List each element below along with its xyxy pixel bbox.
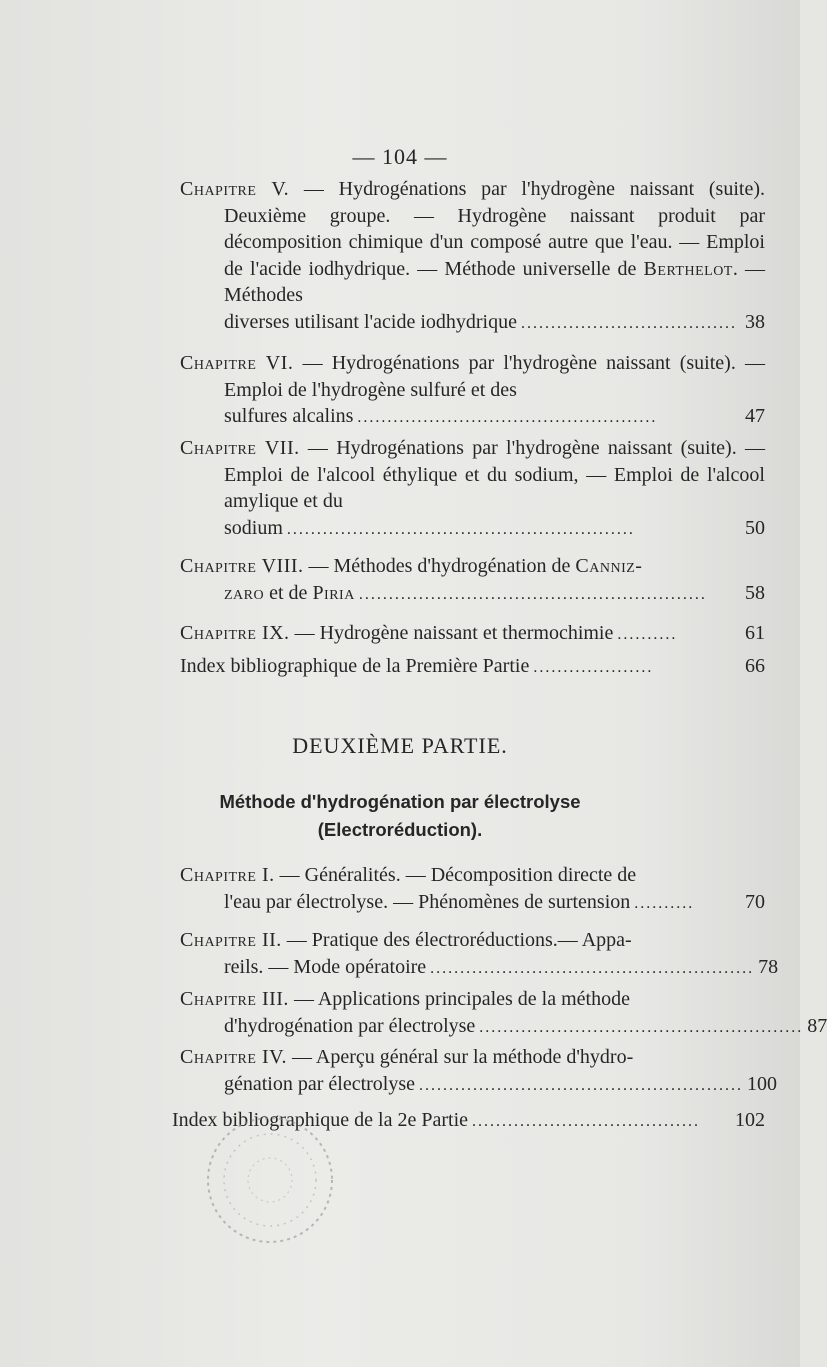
page-ref: 66 xyxy=(745,655,765,677)
part-subtitle: Méthode d'hydrogénation par électrolyse (Electroréduction). xyxy=(219,791,581,840)
leader-dots: .................... xyxy=(533,659,654,676)
toc-entry-last-line: l'eau par électrolyse. — Phénomènes de surtension .......... 70 xyxy=(180,889,765,918)
page-ref: 61 xyxy=(745,622,765,644)
toc-entry-chapitre-v[interactable] xyxy=(180,176,765,338)
toc-entry-p2-chapitre-iv[interactable] xyxy=(180,1044,778,1099)
library-stamp xyxy=(190,1105,350,1255)
part-title: DEUXIÈME PARTIE. xyxy=(292,733,508,758)
page-ref: 70 xyxy=(745,890,765,913)
toc-entry-text: Chapitre VIII. — Méthodes d'hydrogénation de Canniz- xyxy=(180,555,643,577)
toc-entry-last-line: Index bibliographique de la 2e Partie ...................................... 102 xyxy=(172,1107,765,1136)
chapter-label: Chapitre IV. xyxy=(180,1046,287,1068)
leader-dots: ...................................................... xyxy=(479,1018,804,1036)
leader-dots: .......... xyxy=(617,626,678,643)
page-ref: 38 xyxy=(745,310,765,333)
chapter-label: Chapitre I. xyxy=(180,864,275,886)
toc-entry-last-line: d'hydrogénation par électrolyse ...................................................... 87 xyxy=(180,1013,765,1042)
page-ref: 47 xyxy=(745,405,765,428)
page-number: — 104 — xyxy=(352,144,448,169)
toc-entry-chapitre-ix[interactable] xyxy=(180,620,765,649)
page-ref: 58 xyxy=(745,581,765,604)
leader-dots: ...................................... xyxy=(472,1113,701,1130)
toc-entry-p2-chapitre-ii[interactable] xyxy=(180,927,779,982)
chapter-label: Chapitre II. xyxy=(180,929,282,951)
toc-entry-chapitre-viii[interactable] xyxy=(180,553,765,608)
chapter-label: Chapitre V. xyxy=(180,178,290,200)
toc-entry-p2-chapitre-i[interactable] xyxy=(180,862,765,917)
chapter-label: Chapitre VII. xyxy=(180,437,300,459)
page-ref: 78 xyxy=(758,955,779,978)
chapter-label: Chapitre III. xyxy=(180,988,289,1010)
author-name: Berthelot xyxy=(643,257,733,280)
page-ref: 102 xyxy=(735,1109,765,1131)
toc-entry-index-part-one[interactable] xyxy=(180,653,765,682)
page-ref: 87 xyxy=(807,1014,827,1037)
toc-entry-last-line: reils. — Mode opératoire ...................................................... 78 xyxy=(180,954,765,983)
leader-dots: .......................................................... xyxy=(358,585,707,603)
toc-entry-text: Chapitre II. — Pratique des électroréductions.— Appa- xyxy=(180,929,632,951)
toc-entry-text: Chapitre V. — Hydrogénations par l'hydrogène naissant (suite). Deuxième groupe. — Hydrogène naissant produit par décomposition chimique d'un composé autre que l'eau. — Emploi de l'acide iodhydrique. — Méthode universelle de Berthelot. — Méthodes xyxy=(180,178,766,307)
toc-entry-chapitre-vii[interactable] xyxy=(180,435,765,543)
toc-entry-last-line: Index bibliographique de la Première Partie .................... 66 xyxy=(180,653,765,682)
toc-entry-chapitre-vi[interactable] xyxy=(180,350,765,432)
chapter-label: Chapitre VIII. xyxy=(180,555,304,577)
toc-entry-last-line: sodium .......................................................... 50 xyxy=(180,515,765,544)
toc-entry-last-line: sulfures alcalins .................................................. 47 xyxy=(180,403,765,432)
toc-entry-p2-chapitre-iii[interactable] xyxy=(180,986,827,1041)
leader-dots: .......... xyxy=(634,894,695,912)
toc-entry-last-line: zaro et de Piria .......................................................... 58 xyxy=(180,580,765,609)
toc-entry-text: Chapitre I. — Généralités. — Décomposition directe de xyxy=(180,864,637,886)
page-ref: 100 xyxy=(747,1072,778,1095)
toc-entry-last-line: Chapitre IX. — Hydrogène naissant et thermochimie .......... 61 xyxy=(180,620,765,649)
leader-dots: .......................................................... xyxy=(286,520,635,538)
chapter-label: Chapitre IX. xyxy=(180,622,290,644)
toc-entry-text: Chapitre IV. — Aperçu général sur la méthode d'hydro- xyxy=(180,1046,634,1068)
toc-entry-text: Chapitre VII. — Hydrogénations par l'hydrogène naissant (suite). — Emploi de l'alcool éthylique et du sodium, — Emploi de l'alcool amylique et du xyxy=(180,437,765,513)
toc-entry-text: Chapitre III. — Applications principales de la méthode xyxy=(180,988,630,1010)
leader-dots: .................................................. xyxy=(357,409,658,427)
page-ref: 50 xyxy=(745,516,765,539)
leader-dots: .................................... xyxy=(520,314,737,332)
toc-entry-last-line: génation par électrolyse ...................................................... 100 xyxy=(180,1071,765,1100)
toc-entry-last-line: diverses utilisant l'acide iodhydrique .................................... 38 xyxy=(180,309,765,338)
leader-dots: ...................................................... xyxy=(419,1076,744,1094)
chapter-label: Chapitre VI. xyxy=(180,352,294,374)
toc-entry-text: Chapitre VI. — Hydrogénations par l'hydrogène naissant (suite). — Emploi de l'hydrogène sulfuré et des xyxy=(180,352,765,401)
leader-dots: ...................................................... xyxy=(430,959,755,977)
